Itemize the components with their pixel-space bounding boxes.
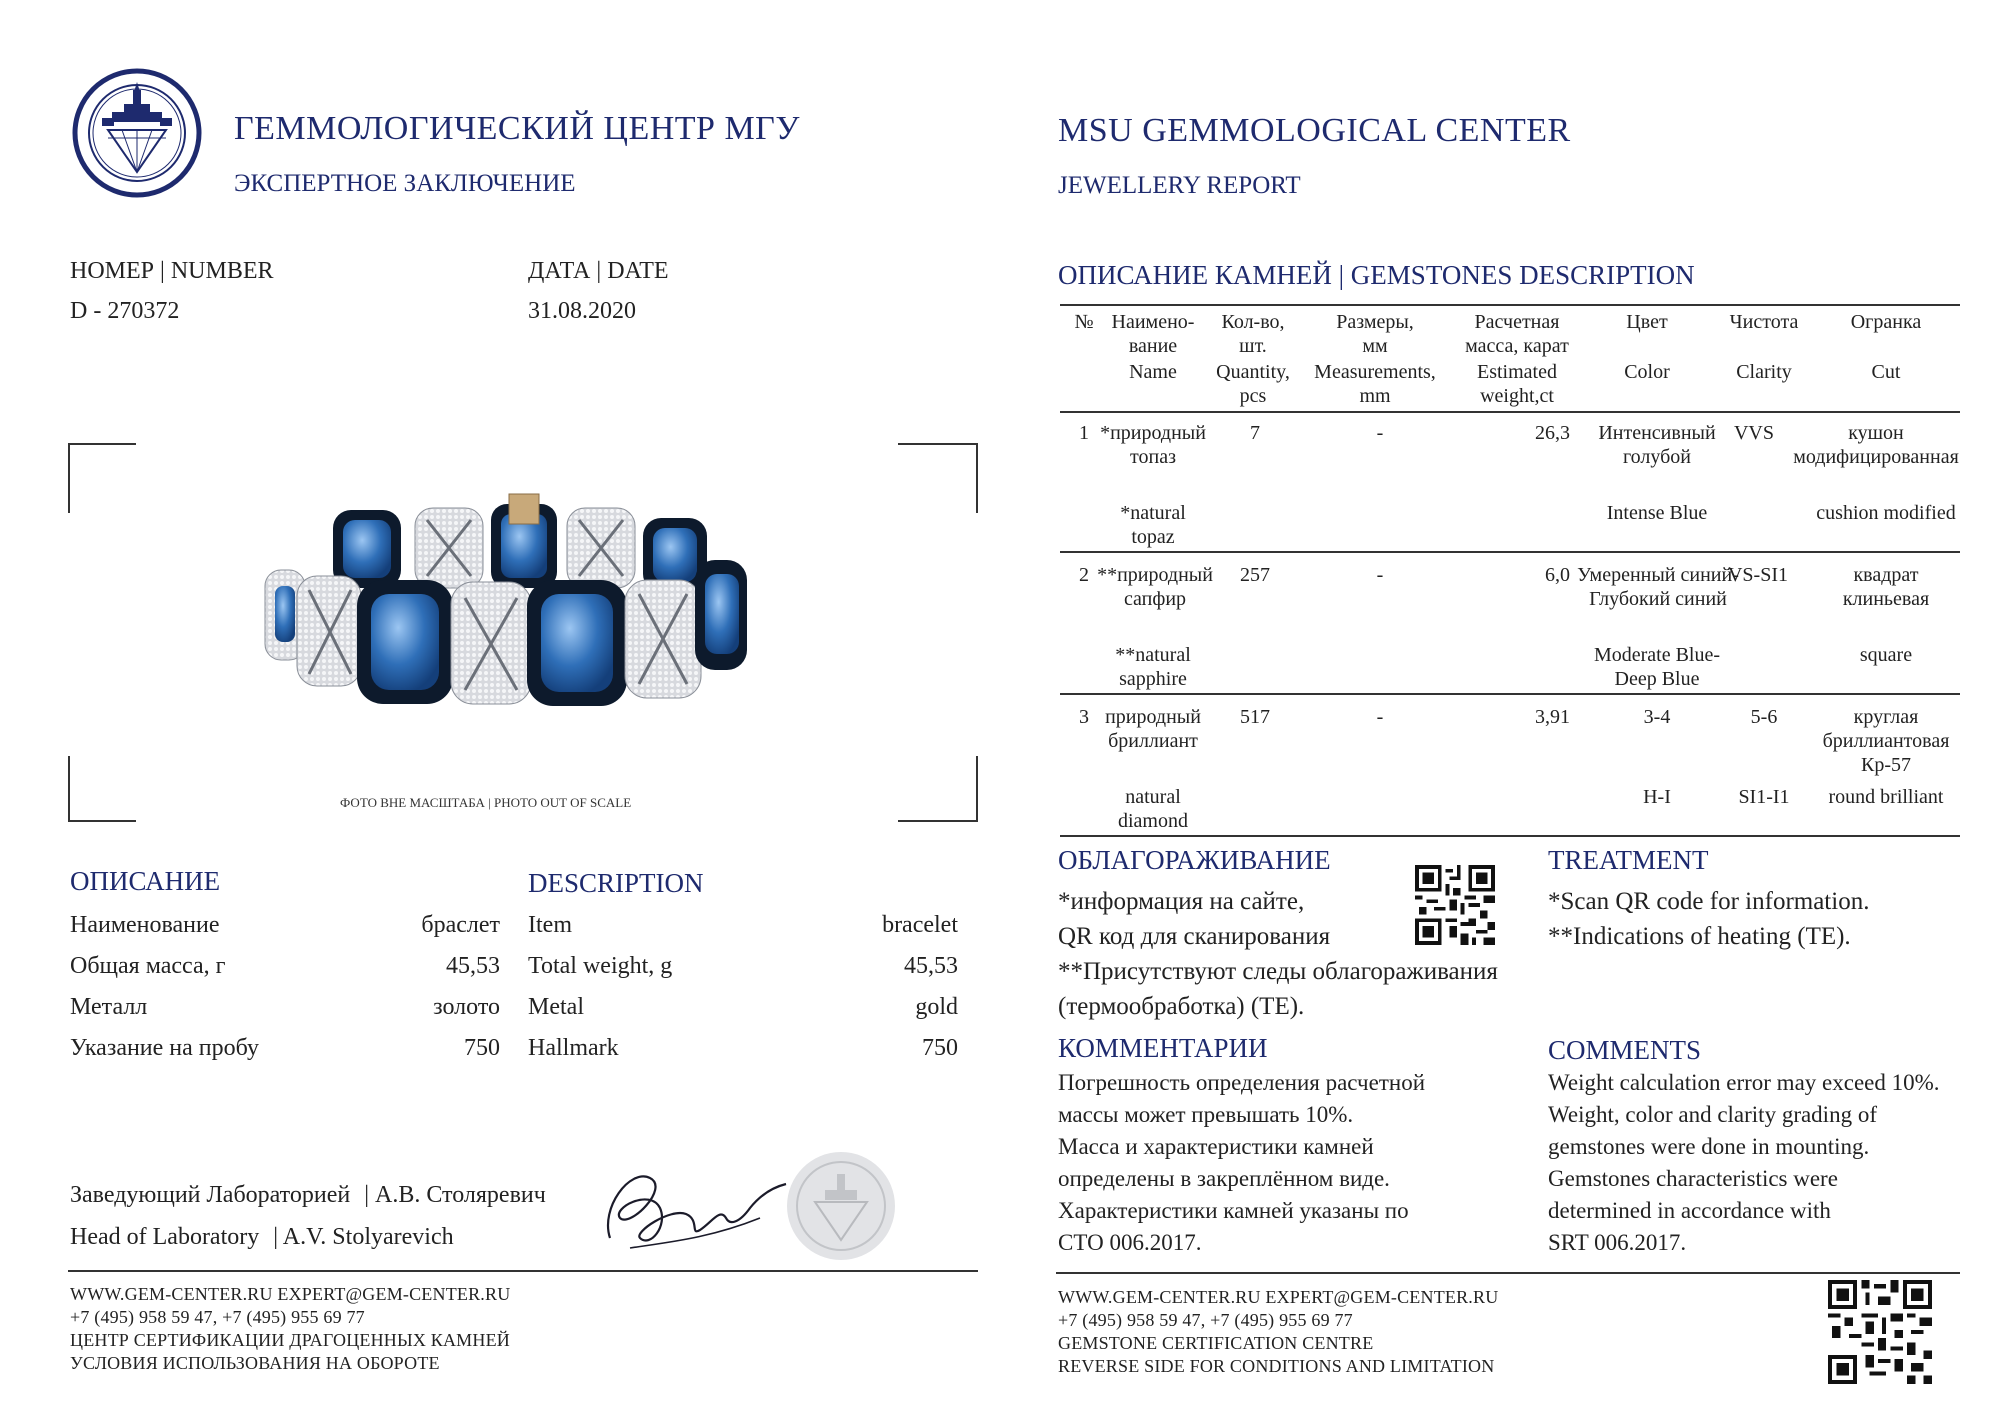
gem-color-en: Moderate Blue- Deep Blue: [1593, 644, 1721, 690]
gem-weight: 6,0: [1545, 564, 1570, 586]
gem-cut-en: cushion modified: [1816, 502, 1956, 524]
org-title-ru: ГЕММОЛОГИЧЕСКИЙ ЦЕНТР МГУ: [234, 110, 800, 147]
description-label-ru: Указание на пробу: [70, 1035, 259, 1061]
bracelet-photo: [255, 490, 755, 730]
header-meas-ru: Размеры, мм: [1336, 311, 1414, 357]
gem-name-ru: **природный сапфир: [1097, 564, 1213, 610]
head-of-lab-en: [70, 1224, 454, 1251]
photo-frame-corner: [68, 443, 136, 513]
org-title-en: MSU GEMMOLOGICAL CENTER: [1058, 112, 1571, 149]
description-row: [70, 912, 958, 952]
header-no: №: [1074, 311, 1094, 333]
msu-logo-icon: [72, 68, 202, 198]
description-table: [70, 912, 958, 1082]
gem-no: 3: [1079, 706, 1089, 728]
footer-divider: [1056, 1272, 1960, 1274]
header-color-en: Color: [1624, 361, 1670, 383]
gem-cut-ru: круглая бриллиантовая Кр-57: [1822, 706, 1950, 776]
gem-measurements: -: [1376, 422, 1384, 444]
gem-cut-ru: квадрат клиньевая: [1842, 564, 1930, 610]
date-value: 31.08.2020: [528, 298, 636, 324]
description-value-en: 45,53: [904, 953, 958, 979]
gem-cut-ru: кушон модифицированная: [1793, 422, 1959, 468]
gemstones-section-title: ОПИСАНИЕ КАМНЕЙ | GEMSTONES DESCRIPTION: [1058, 260, 1695, 290]
footer-line: GEMSTONE CERTIFICATION CENTRE: [1058, 1333, 1374, 1353]
description-title-en: DESCRIPTION: [528, 868, 704, 898]
gem-clarity-ru: VVS: [1733, 422, 1774, 444]
gem-weight: 3,91: [1535, 706, 1570, 728]
gem-measurements: -: [1376, 706, 1384, 728]
header-color-ru: Цвет: [1626, 311, 1668, 333]
head-of-lab-ru: [70, 1182, 546, 1209]
footer-line: REVERSE SIDE FOR CONDITIONS AND LIMITATION: [1058, 1356, 1495, 1376]
gem-qty: 517: [1240, 706, 1270, 728]
treatment-text-en: *Scan QR code for information. **Indications of heating (TE).: [1548, 888, 1870, 950]
gem-qty: 257: [1240, 564, 1270, 586]
photo-frame-corner: [68, 756, 136, 822]
report-title-en: JEWELLERY REPORT: [1058, 172, 1301, 199]
gem-name-ru: *природный топаз: [1100, 422, 1206, 468]
date-label: ДАТА | DATE: [528, 258, 669, 284]
head-title-en: Head of Laboratory: [70, 1224, 260, 1250]
footer-line: ЦЕНТР СЕРТИФИКАЦИИ ДРАГОЦЕННЫХ КАМНЕЙ: [70, 1330, 510, 1350]
table-divider: [1060, 551, 1960, 553]
description-row: [70, 953, 958, 993]
header-cut-ru: Огранка: [1850, 311, 1922, 333]
gem-color-ru: 3-4: [1643, 706, 1671, 728]
description-label-en: Hallmark: [528, 1035, 619, 1061]
footer-line: WWW.GEM-CENTER.RU EXPERT@GEM-CENTER.RU: [70, 1284, 511, 1304]
number-value: D - 270372: [70, 298, 180, 324]
description-value-ru: браслет: [421, 912, 500, 938]
header-cut-en: Cut: [1871, 361, 1901, 383]
gem-color-ru: Умеренный синий- Глубокий синий: [1577, 564, 1739, 610]
head-name-en: | A.V. Stolyarevich: [273, 1224, 454, 1250]
qr-code-icon[interactable]: [1828, 1280, 1932, 1384]
gem-name-en: *natural topaz: [1120, 502, 1186, 548]
footer-line: WWW.GEM-CENTER.RU EXPERT@GEM-CENTER.RU: [1058, 1287, 1499, 1307]
header-clarity-en: Clarity: [1736, 361, 1792, 383]
gem-cut-en: square: [1859, 644, 1913, 666]
footer-right: [1058, 1286, 1498, 1378]
number-label: НОМЕР | NUMBER: [70, 258, 274, 284]
table-divider: [1060, 835, 1960, 837]
footer-line: +7 (495) 958 59 47, +7 (495) 955 69 77: [70, 1307, 365, 1327]
comments-title-ru: КОММЕНТАРИИ: [1058, 1033, 1268, 1063]
description-value-ru: золото: [433, 994, 500, 1020]
comments-title-en: COMMENTS: [1548, 1035, 1702, 1065]
gem-color-en: H-I: [1643, 786, 1671, 808]
gem-measurements: -: [1376, 564, 1384, 586]
footer-left: [70, 1283, 510, 1375]
gem-name-en: **natural sapphire: [1115, 644, 1191, 690]
description-value-en: gold: [915, 994, 958, 1020]
table-divider: [1060, 411, 1960, 413]
description-label-ru: Металл: [70, 994, 148, 1020]
gem-name-ru: природный бриллиант: [1105, 706, 1201, 752]
signature-icon: [590, 1148, 790, 1258]
gem-qty: 7: [1250, 422, 1260, 444]
description-row: [70, 1035, 958, 1075]
description-label-ru: Общая масса, г: [70, 953, 226, 979]
footer-line: +7 (495) 958 59 47, +7 (495) 955 69 77: [1058, 1310, 1353, 1330]
gem-color-ru: Интенсивный голубой: [1598, 422, 1716, 468]
description-value-en: bracelet: [882, 912, 958, 938]
head-title-ru: Заведующий Лабораторией: [70, 1182, 351, 1208]
gem-name-en: natural diamond: [1118, 786, 1188, 832]
description-title-ru: ОПИСАНИЕ: [70, 866, 221, 896]
footer-divider: [68, 1270, 978, 1272]
description-label-en: Item: [528, 912, 572, 938]
gem-color-en: Intense Blue: [1606, 502, 1708, 524]
header-weight-ru: Расчетная масса, карат: [1465, 311, 1569, 357]
gem-clarity-en: SI1-I1: [1738, 786, 1790, 808]
gem-no: 2: [1079, 564, 1089, 586]
gem-weight: 26,3: [1535, 422, 1570, 444]
description-label-en: Total weight, g: [528, 953, 673, 979]
description-value-en: 750: [922, 1035, 958, 1061]
treatment-text-ru: *информация на сайте, QR код для сканирования **Присутствуют следы облагораживания (термообработка) (ТЕ).: [1058, 888, 1498, 1020]
photo-frame-corner: [898, 756, 978, 822]
header-clarity-ru: Чистота: [1729, 311, 1799, 333]
header-meas-en: Measurements, mm: [1314, 361, 1436, 407]
description-value-ru: 750: [464, 1035, 500, 1061]
comments-text-en: Weight calculation error may exceed 10%. Weight, color and clarity grading of gemstones were done in mounting. Gemstones characteristics were determined in accordance with SRT 006.2017.: [1548, 1070, 1940, 1255]
gem-clarity-ru: 5-6: [1750, 706, 1778, 728]
qr-code-icon[interactable]: [1415, 865, 1495, 945]
header-name-ru: Наимено- вание: [1111, 311, 1195, 357]
gem-clarity-ru: VS-SI1: [1727, 564, 1788, 586]
gem-no: 1: [1079, 422, 1089, 444]
treatment-title-ru: ОБЛАГОРАЖИВАНИЕ: [1058, 845, 1331, 875]
photo-caption: ФОТО ВНЕ МАСШТАБА | PHOTO OUT OF SCALE: [340, 795, 632, 810]
table-divider: [1060, 693, 1960, 695]
description-value-ru: 45,53: [446, 953, 500, 979]
header-qty-en: Quantity, pcs: [1216, 361, 1290, 407]
footer-line: УСЛОВИЯ ИСПОЛЬЗОВАНИЯ НА ОБОРОТЕ: [70, 1353, 440, 1373]
treatment-title-en: TREATMENT: [1548, 845, 1709, 875]
comments-text-ru: Погрешность определения расчетной массы может превышать 10%. Масса и характеристики камней определены в закреплённом виде. Характеристики камней указаны по СТО 006.2017.: [1058, 1070, 1426, 1255]
table-divider: [1060, 304, 1960, 306]
photo-frame-corner: [898, 443, 978, 513]
header-qty-ru: Кол-во, шт.: [1221, 311, 1285, 357]
header-weight-en: Estimated weight,ct: [1477, 361, 1557, 407]
seal-stamp-icon: [785, 1150, 897, 1262]
description-label-en: Metal: [528, 994, 584, 1020]
report-title-ru: ЭКСПЕРТНОЕ ЗАКЛЮЧЕНИЕ: [234, 170, 576, 197]
gem-cut-en: round brilliant: [1828, 786, 1944, 808]
description-label-ru: Наименование: [70, 912, 220, 938]
head-name-ru: | А.В. Столяревич: [364, 1182, 546, 1208]
description-row: [70, 994, 958, 1034]
header-name-en: Name: [1129, 361, 1177, 383]
